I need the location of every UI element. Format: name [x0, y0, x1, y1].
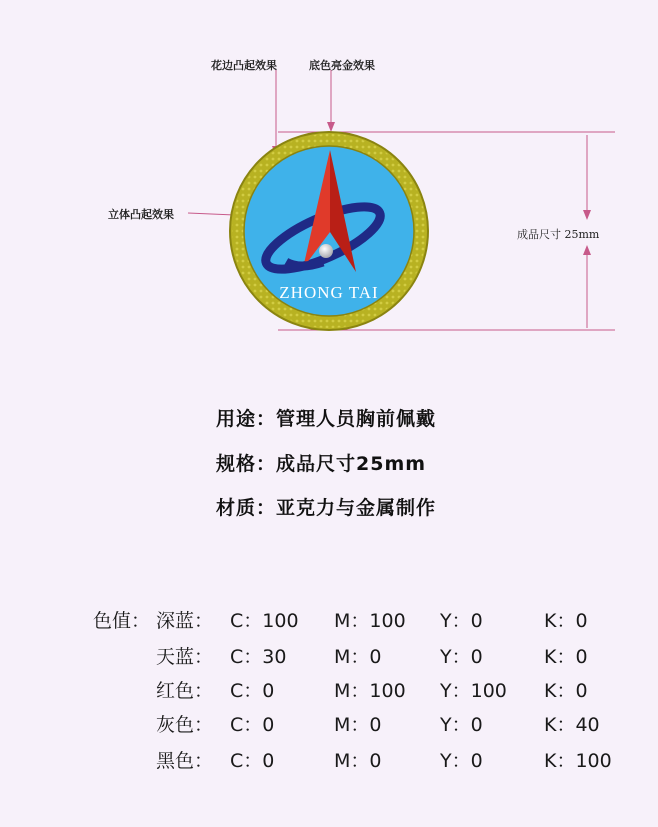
- spec-material: [216, 493, 436, 520]
- color-name: 黑色：: [156, 750, 214, 772]
- annotation-relief-effect: 立体凸起效果: [108, 208, 174, 221]
- spec-usage-value: 管理人员胸前佩戴: [276, 408, 437, 430]
- color-c: C：0: [230, 714, 275, 736]
- spec-usage-label: 用途：: [216, 408, 277, 430]
- color-values-title: 色值：: [93, 610, 151, 632]
- pearl-icon: [319, 244, 333, 258]
- spec-size-label: 规格：: [216, 453, 277, 475]
- color-y: Y：0: [440, 610, 483, 632]
- color-k: K：40: [544, 714, 600, 736]
- color-m: M：100: [334, 680, 406, 702]
- spec-usage: [216, 404, 436, 431]
- leader-gold-arrow: [327, 122, 335, 132]
- color-y: Y：100: [440, 680, 507, 702]
- annotation-size: 成品尺寸 25mm: [517, 228, 600, 241]
- spec-material-value: 亚克力与金属制作: [276, 497, 437, 519]
- color-k: K：0: [544, 680, 588, 702]
- dimension-arrow-down: [583, 210, 591, 220]
- spec-size: [216, 449, 426, 476]
- badge-text: ZHONG TAI: [279, 283, 379, 302]
- annotation-gold-effect: 底色亮金效果: [309, 59, 375, 72]
- color-name: 灰色：: [156, 714, 214, 736]
- color-k: K：0: [544, 610, 588, 632]
- color-y: Y：0: [440, 646, 483, 668]
- spec-material-label: 材质：: [216, 497, 277, 519]
- annotation-border-effect: 花边凸起效果: [211, 59, 277, 72]
- color-name: 天蓝：: [156, 646, 214, 668]
- dimension-arrow-up: [583, 245, 591, 255]
- color-c: C：30: [230, 646, 287, 668]
- color-m: M：0: [334, 646, 382, 668]
- color-name: 深蓝：: [156, 610, 214, 632]
- color-m: M：0: [334, 750, 382, 772]
- color-k: K：100: [544, 750, 612, 772]
- color-c: C：0: [230, 680, 275, 702]
- color-name: 红色：: [156, 680, 214, 702]
- color-k: K：0: [544, 646, 588, 668]
- badge: [230, 132, 428, 330]
- spec-size-value: 成品尺寸25mm: [276, 453, 427, 475]
- color-m: M：0: [334, 714, 382, 736]
- color-m: M：100: [334, 610, 406, 632]
- color-y: Y：0: [440, 714, 483, 736]
- orbit-front-icon: [286, 262, 323, 266]
- color-y: Y：0: [440, 750, 483, 772]
- color-c: C：100: [230, 610, 299, 632]
- color-c: C：0: [230, 750, 275, 772]
